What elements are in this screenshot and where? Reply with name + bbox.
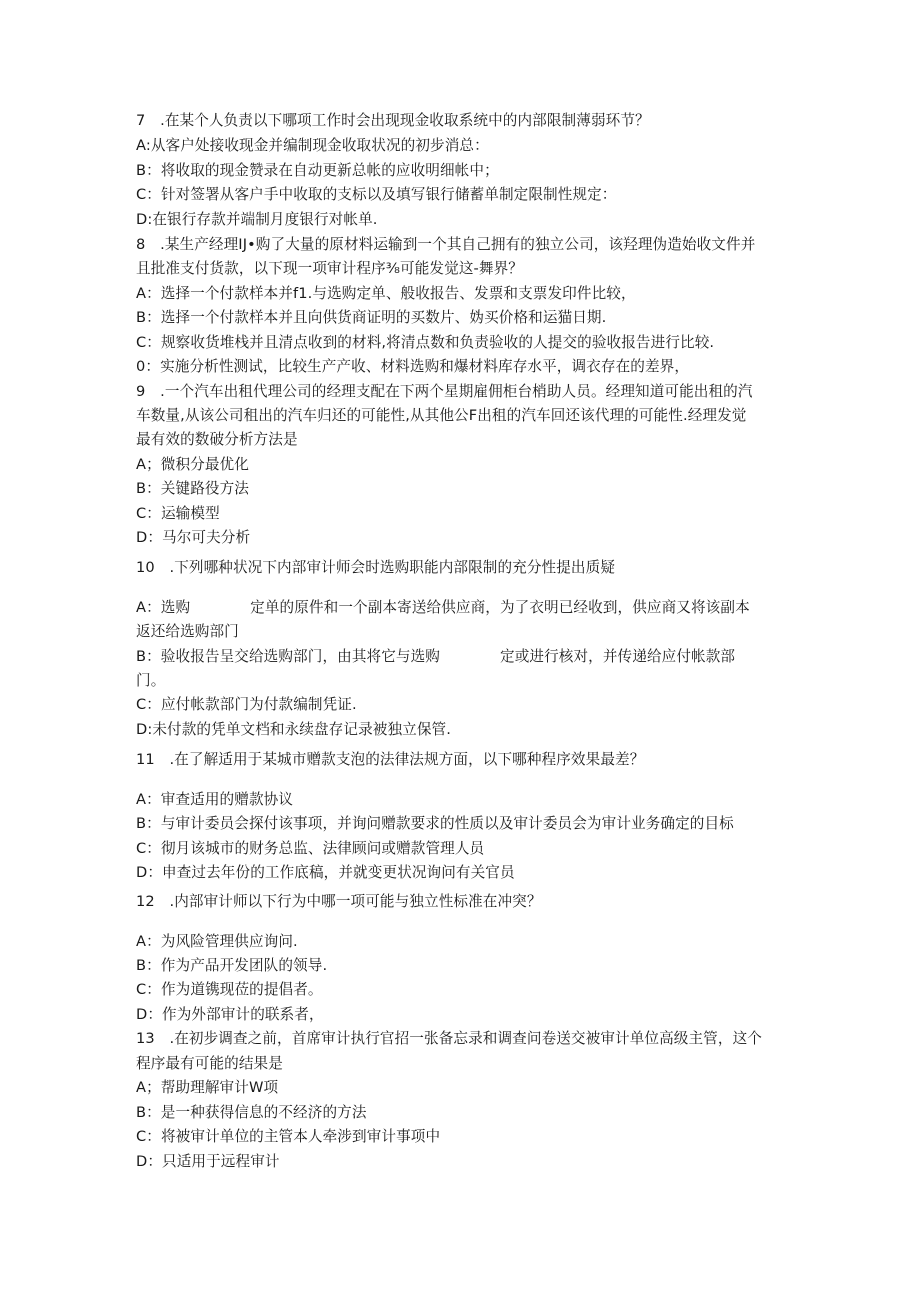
q11-option-c: C：彻月该城市的财务总监、法律顾问或赠款管理人员 [136,840,485,857]
question-8-stem-line1: 8 .某生产经理IJ•购了大量的原材料运输到一个其自己拥有的独立公司，该羟理伪造始收文件并 [136,236,756,253]
question-9-stem-line2: 车数量,从该公司租出的汽车归还的可能性,从其他公F出租的汽车回还该代理的可能性.经理发觉 [136,407,747,424]
question-9-stem-line3: 最有效的数破分析方法是 [136,431,298,448]
q13-option-c: C：将被审计单位的主管本人牵涉到审计事项中 [136,1128,441,1145]
q12-option-c: C：作为道镌现莅的提倡者。 [136,981,323,998]
q9-option-a: A；微积分最优化 [136,456,249,473]
question-11-stem: 11 .在了解适用于某城市赠款支泡的法律法规方面，以下哪种程序效果最差？ [136,751,645,768]
q10-option-b-line2: 门。 [136,672,166,689]
q12-option-b: B：作为产品开发团队的领导. [136,957,328,974]
q11-option-a: A：审查适用的赠款协议 [136,791,294,808]
q10-option-c: C：应付帐款部门为付款编制凭证. [136,696,357,713]
q8-option-c: C：规察收货堆栈并且清点收到的材料,将清点数和负责验收的人提交的验收报告进行比较. [136,334,715,351]
question-9-stem-line1: 9 .一个汽车出租代理公司的经理支配在下两个星期雇佣柜台梢助人员。经理知道可能出租的汽 [136,383,753,400]
q10-option-a-line2: 返还给选购部门 [136,623,239,640]
q11-option-b: B：与审计委员会探付该事项，并询问赠款要求的性质以及审计委员会为审计业务确定的目标 [136,815,734,832]
q12-option-d: D：作为外部审计的联系者， [136,1006,324,1023]
question-12-stem: 12 .内部审计师以下行为中哪一项可能与独立性标准在冲突？ [136,893,542,910]
question-10-stem: 10 .下列哪种状况下内部审计师会时选购职能内部限制的充分性提出质疑 [136,559,616,576]
q7-option-a: A:从客户处接收现金并编制现金收取状况的初步消总： [136,137,489,154]
q13-option-a: A；帮助理解审计W项 [136,1079,279,1096]
q9-option-b: B：关键路役方法 [136,480,249,497]
q8-option-b: B：选择一个付款样本并且向供货商证明的买数片、妫买价格和运猫日期. [136,309,607,326]
q7-option-c: C：针对签署从客户手中收取的支标以及填写银行储蓄单制定限制性规定： [136,186,617,203]
q13-option-d: D：只适用于远程审计 [136,1153,280,1170]
q9-option-c: C：运输模型 [136,505,220,522]
q9-option-d: D：马尔可夫分析 [136,529,251,546]
q10-option-a-line1: A：选购 定单的原件和一个副本寄送给供应商，为了衣明已经收到，供应商又将该副本 [136,599,750,616]
q13-option-b: B：是一种获得信息的不经济的方法 [136,1104,367,1121]
q8-option-a: A：选择一个付款样本并f1.与选购定单、般收报告、发票和支票发印件比较， [136,285,636,302]
question-8-stem-line2: 且批准支付货款，以下现一项审计程序⅜可能发觉这-舞界？ [136,260,523,277]
q11-option-d: D：申查过去年份的工作底稿，并就变更状况询问有关官员 [136,864,515,881]
q7-option-b: B：将收取的现金赞录在自动更新总帐的应收明细帐中； [136,162,499,179]
q7-option-d: D:在银行存款并端制月度银行对帐单. [136,211,378,228]
q10-option-b-line1: B：验收报告呈交给选购部门，由其将它与选购 定或进行核对，并传递给应付帐款部 [136,648,736,665]
q8-option-d: 0：实施分析性测试，比较生产产收、材料选购和爆材料库存水平，调衣存在的差界， [136,358,690,375]
question-13-stem-line1: 13 .在初步调查之前，首席审计执行官招一张备忘录和调查问卷送交被审计单位高级主管，这个 [136,1030,762,1047]
question-7-stem: 7 .在某个人负责以下哪项工作时会出现现金收取系统中的内部限制薄弱环节？ [136,112,650,129]
q12-option-a: A：为风险管理供应询问. [136,933,298,950]
question-13-stem-line2: 程序最有可能的结果是 [136,1055,283,1072]
q10-option-d: D:未付款的凭单文档和永续盘存记录被独立保管. [136,721,451,738]
